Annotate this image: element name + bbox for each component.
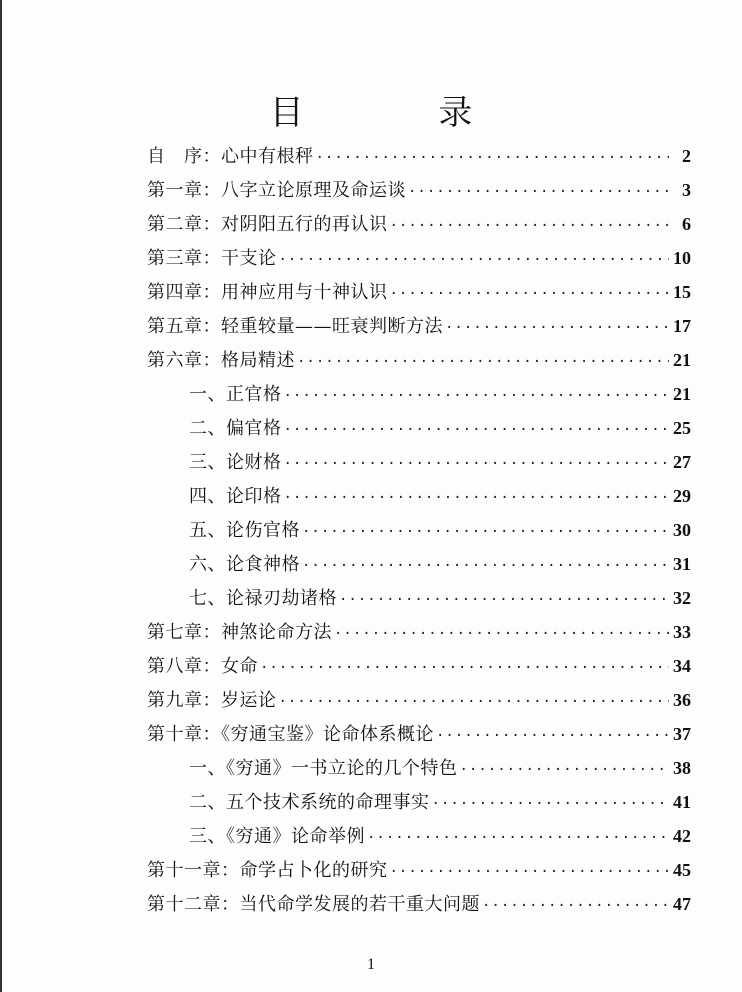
toc-entry[interactable] [147, 856, 691, 890]
toc-entry-page: 25 [673, 418, 691, 438]
page-edge-shadow [0, 0, 2, 992]
toc-leader-dots [339, 592, 669, 608]
toc-leader-dots [260, 660, 669, 676]
toc-entry-page: 2 [682, 146, 691, 166]
toc-entry-page: 33 [673, 622, 691, 642]
toc-entry-page: 17 [673, 316, 691, 336]
toc-leader-dots [302, 558, 669, 574]
toc-entry-page: 36 [673, 690, 691, 710]
toc-entry[interactable] [147, 346, 691, 380]
toc-entry[interactable] [147, 312, 691, 346]
toc-entry-label: 第十二章：当代命学发展的若干重大问题 [147, 894, 480, 915]
toc-entry-page: 15 [673, 282, 691, 302]
toc-entry-page: 37 [673, 724, 691, 744]
toc-entry[interactable] [147, 380, 691, 414]
toc-entry[interactable] [147, 448, 691, 482]
toc-entry-label: 第七章：神煞论命方法 [147, 622, 332, 643]
toc-entry-page: 21 [673, 350, 691, 370]
toc-leader-dots [302, 524, 669, 540]
toc-entry-label: 四、论印格 [189, 486, 282, 507]
toc-entry-page: 31 [673, 554, 691, 574]
toc-leader-dots [284, 422, 670, 438]
toc-entry-label: 五、论伤官格 [189, 520, 300, 541]
toc-entry-label: 自 序：心中有根秤 [147, 146, 314, 167]
toc-entry[interactable] [147, 618, 691, 652]
toc-entry[interactable] [147, 516, 691, 550]
toc-entry-label: 第五章：轻重较量——旺衰判断方法 [147, 316, 443, 337]
toc-entry-page: 6 [682, 214, 691, 234]
toc-entry[interactable] [147, 414, 691, 448]
toc-leader-dots [279, 252, 670, 268]
toc-leader-dots [284, 456, 670, 472]
toc-entry[interactable] [147, 142, 691, 176]
toc-leader-dots [390, 286, 670, 302]
toc-entry-label: 第九章：岁运论 [147, 690, 277, 711]
toc-entry-page: 29 [673, 486, 691, 506]
toc-entry[interactable] [147, 686, 691, 720]
toc-entry-label: 第十一章：命学占卜化的研究 [147, 860, 388, 881]
toc-entry-page: 21 [673, 384, 691, 404]
toc-entry-label: 第八章：女命 [147, 656, 258, 677]
toc-leader-dots [279, 694, 670, 710]
toc-entry-label: 第一章：八字立论原理及命运谈 [147, 180, 406, 201]
toc-leader-dots [390, 218, 670, 234]
toc-leader-dots [297, 354, 669, 370]
toc-entry-page: 45 [673, 860, 691, 880]
toc-entry[interactable] [147, 788, 691, 822]
toc-entry[interactable] [147, 584, 691, 618]
toc-entry-label: 第六章：格局精述 [147, 350, 295, 371]
toc-entry[interactable] [147, 822, 691, 856]
toc-leader-dots [432, 796, 670, 812]
toc-leader-dots [367, 830, 669, 846]
toc-entry-page: 47 [673, 894, 691, 914]
toc-entry[interactable] [147, 482, 691, 516]
toc-entry[interactable] [147, 754, 691, 788]
toc-leader-dots [284, 388, 670, 404]
toc-leader-dots [390, 864, 670, 880]
toc-entry-label: 六、论食神格 [189, 554, 300, 575]
toc-entry[interactable] [147, 244, 691, 278]
toc-entry-page: 32 [673, 588, 691, 608]
toc-entry-page: 10 [673, 248, 691, 268]
toc-entry-page: 38 [673, 758, 691, 778]
toc-entry-page: 41 [673, 792, 691, 812]
toc-entry-label: 三、论财格 [189, 452, 282, 473]
toc-entry-label: 第四章：用神应用与十神认识 [147, 282, 388, 303]
toc-entry[interactable] [147, 176, 691, 210]
toc-entry-label: 一、《穷通》一书立论的几个特色 [189, 758, 458, 779]
toc-entry-page: 27 [673, 452, 691, 472]
toc-leader-dots [460, 762, 670, 778]
toc-entry[interactable] [147, 652, 691, 686]
toc-entry-label: 第十章：《穷通宝鉴》论命体系概论 [147, 724, 434, 745]
toc-entry[interactable] [147, 720, 691, 754]
toc-entry-page: 42 [673, 826, 691, 846]
table-of-contents [147, 142, 691, 924]
toc-entry-page: 34 [673, 656, 691, 676]
toc-entry-label: 第三章：干支论 [147, 248, 277, 269]
toc-leader-dots [316, 150, 670, 166]
toc-entry-label: 二、偏官格 [189, 418, 282, 439]
toc-entry[interactable] [147, 890, 691, 924]
toc-entry-label: 第二章：对阴阳五行的再认识 [147, 214, 388, 235]
page-number: 1 [367, 956, 375, 973]
toc-entry[interactable] [147, 210, 691, 244]
toc-leader-dots [482, 898, 669, 914]
toc-title: 目 录 [269, 92, 535, 133]
toc-entry-label: 一、正官格 [189, 384, 282, 405]
toc-entry-page: 3 [682, 180, 691, 200]
toc-leader-dots [408, 184, 669, 200]
toc-leader-dots [436, 728, 669, 744]
toc-entry[interactable] [147, 278, 691, 312]
toc-entry-label: 三、《穷通》论命举例 [189, 826, 365, 847]
toc-entry-label: 二、五个技术系统的命理事实 [189, 792, 430, 813]
toc-leader-dots [284, 490, 670, 506]
toc-leader-dots [445, 320, 669, 336]
toc-entry-page: 30 [673, 520, 691, 540]
toc-leader-dots [334, 626, 669, 642]
toc-entry-label: 七、论禄刃劫诸格 [189, 588, 337, 609]
toc-entry[interactable] [147, 550, 691, 584]
